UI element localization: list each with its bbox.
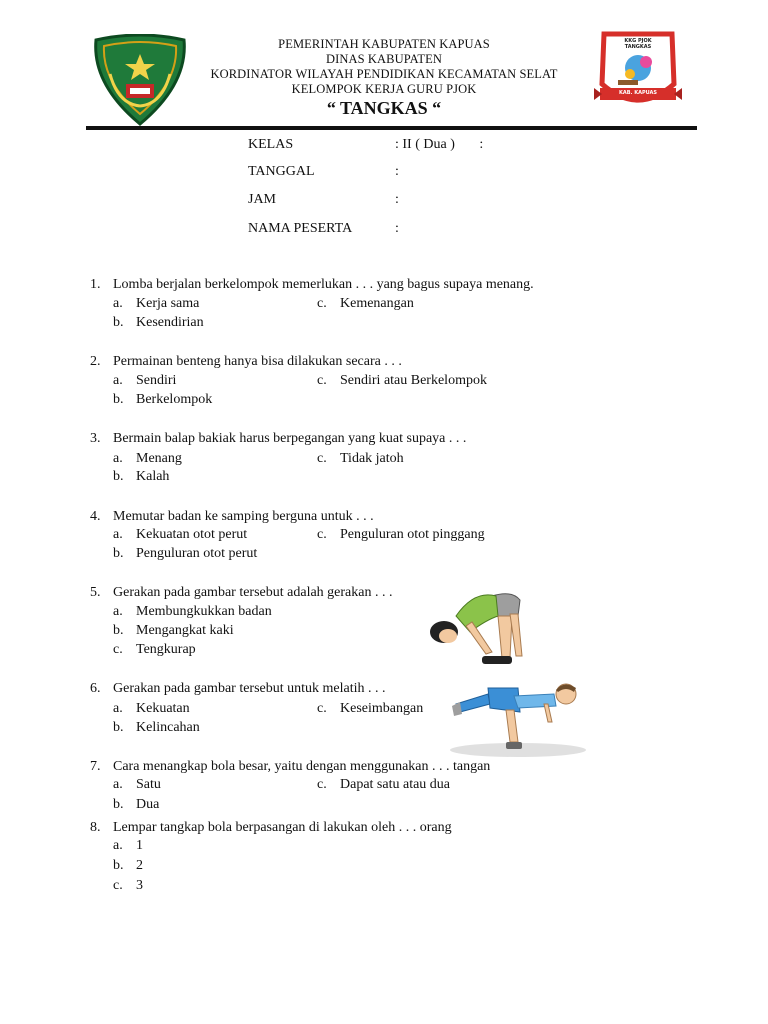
option-3a: a. Menang	[113, 451, 182, 466]
header-divider	[86, 126, 697, 130]
header-line-1: PEMERINTAH KABUPATEN KAPUAS	[278, 37, 490, 51]
document-title: “ TANGKAS “	[326, 98, 442, 118]
header-line-2: DINAS KABUPATEN	[326, 52, 442, 66]
option-3b: b. Kalah	[113, 469, 170, 484]
balancing-child-illustration	[448, 678, 586, 758]
option-8b: b. 2	[113, 858, 143, 873]
option-5b: b. Mengangkat kaki	[113, 623, 234, 638]
option-6b: b. Kelincahan	[113, 720, 200, 735]
question-number: 1.	[90, 277, 101, 292]
option-4c: c. Penguluran otot pinggang	[317, 527, 485, 542]
info-value-jam: :	[395, 192, 399, 207]
option-6a: a. Kekuatan	[113, 701, 190, 716]
bending-child-illustration	[426, 586, 526, 668]
option-1b: b. Kesendirian	[113, 315, 204, 330]
info-value-nama-peserta: :	[395, 221, 399, 236]
question-text: Lomba berjalan berkelompok memerlukan . . . yang bagus supaya menang.	[113, 277, 534, 292]
option-2a: a. Sendiri	[113, 373, 177, 388]
info-value-kelas: : II ( Dua ) :	[395, 137, 484, 152]
question-2: 2. Permainan benteng hanya bisa dilakukan secara . . .	[90, 354, 402, 369]
info-label-kelas: KELAS	[248, 137, 294, 152]
question-6: 6. Gerakan pada gambar tersebut untuk melatih . . .	[90, 681, 386, 696]
question-5: 5. Gerakan pada gambar tersebut adalah gerakan . . .	[90, 585, 393, 600]
option-2c: c. Sendiri atau Berkelompok	[317, 373, 487, 388]
question-3: 3. Bermain balap bakiak harus berpegangan yang kuat supaya . . .	[90, 431, 467, 446]
right-logo-bottom-text: KAB. KAPUAS	[619, 90, 657, 96]
option-1c: c. Kemenangan	[317, 296, 414, 311]
option-6c: c. Keseimbangan	[317, 701, 424, 716]
info-label-tanggal: TANGGAL	[248, 164, 315, 179]
option-2b: b. Berkelompok	[113, 392, 213, 407]
option-4b: b. Penguluran otot perut	[113, 546, 258, 561]
option-7b: b. Dua	[113, 797, 160, 812]
option-7a: a. Satu	[113, 777, 161, 792]
option-1a: a. Kerja sama	[113, 296, 200, 311]
info-value-tanggal: :	[395, 164, 399, 179]
question-1	[90, 277, 534, 293]
question-7: 7. Cara menangkap bola besar, yaitu dengan menggunakan . . . tangan	[90, 759, 491, 774]
question-8: 8. Lempar tangkap bola berpasangan di lakukan oleh . . . orang	[90, 820, 452, 835]
question-4: 4. Memutar badan ke samping berguna untuk . . .	[90, 509, 374, 524]
option-7c: c. Dapat satu atau dua	[317, 777, 451, 792]
header-line-4: KELOMPOK KERJA GURU PJOK	[291, 82, 477, 96]
option-3c: c. Tidak jatoh	[317, 451, 404, 466]
header-line-3: KORDINATOR WILAYAH PENDIDIKAN KECAMATAN SELAT	[210, 67, 558, 81]
right-logo-top-text: KKG PJOK TANGKAS	[624, 38, 652, 50]
option-5a: a. Membungkukkan badan	[113, 604, 272, 619]
option-5c: c. Tengkurap	[113, 642, 196, 657]
option-8c: c. 3	[113, 878, 143, 893]
info-label-nama-peserta: NAMA PESERTA	[248, 221, 353, 236]
info-label-jam: JAM	[248, 192, 277, 207]
option-4a: a. Kekuatan otot perut	[113, 527, 248, 542]
option-8a: a. 1	[113, 838, 143, 853]
